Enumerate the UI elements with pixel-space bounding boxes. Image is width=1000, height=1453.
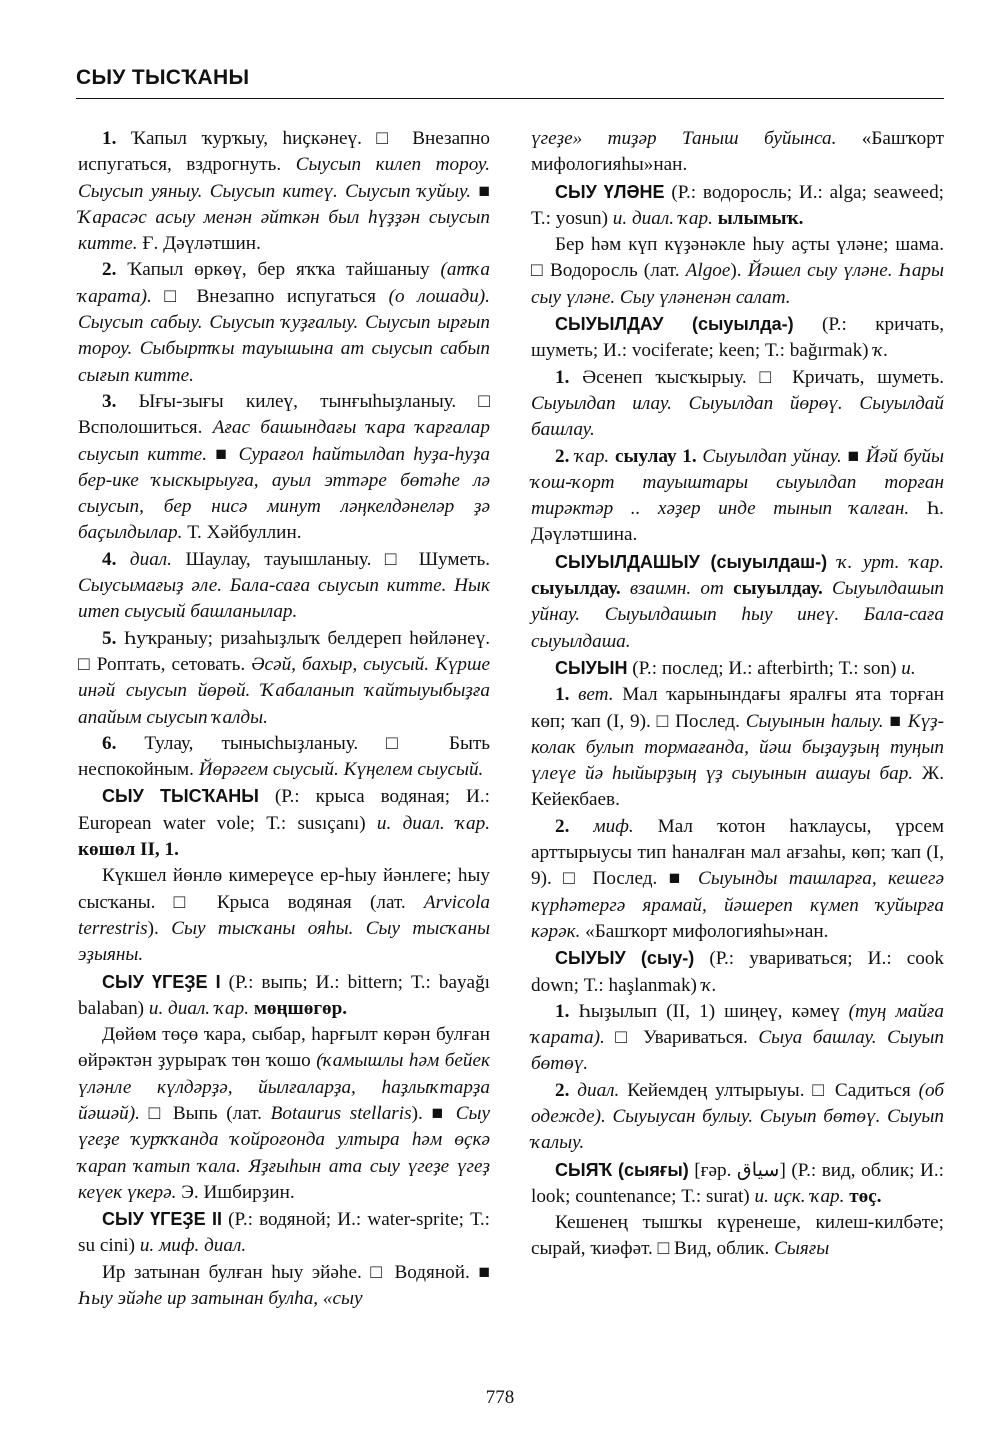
bold-text: 2. — [555, 445, 570, 467]
italic-text: ҡар. — [575, 445, 610, 467]
italic-text: Сыуынын һалыу. — [745, 710, 884, 732]
entry-paragraph — [78, 783, 490, 863]
italic-text: ҡ. урт. ҡар. — [837, 551, 944, 573]
italic-text: Йәшел сыу үләне. Һары сыу үләне. Сыу үләненән салат. — [531, 260, 945, 308]
entry-text — [823, 578, 832, 599]
entry-text: □ Внезапно испугаться — [151, 285, 389, 307]
entry-text: Һуҡраныу; ризаһыҙлыҡ белдереп һөйләнеү. □ Роптать, сетовать. — [78, 627, 490, 675]
entry-text: Күкшел йөнлө кимереүсе ер-һыу йәнлеге; һыу сысҡаны. □ Крыса водяная (лат. — [78, 865, 490, 913]
entry-text: Т. Хәйбуллин. — [182, 522, 302, 544]
entry-paragraph — [531, 814, 944, 945]
bold-text: 2. — [555, 1079, 570, 1101]
italic-text: Сыусымағыҙ әле. Бала-саға сыусып китте. Нык итеп сыусый башланылар. — [78, 575, 490, 623]
entry-text: ). — [147, 917, 172, 939]
italic-text: и. иҫк. ҡар. — [754, 1185, 845, 1207]
italic-text: Algoe — [685, 260, 731, 282]
headword: СЫЯҠ (сыяғы) — [555, 1159, 689, 1180]
entry-text: Ир затынан булған һыу эйәһе. □ Водяной. ■ — [102, 1261, 490, 1283]
italic-text: (атҡа ҡарата). — [78, 259, 490, 307]
entry-text: Һ. Дәүләтшина. — [531, 498, 944, 546]
entry-paragraph — [78, 863, 490, 968]
headword: СЫУ ҮЛӘНЕ — [555, 181, 665, 202]
italic-text: Сыуынды ташларға, кешегә күрһәтергә ярамай, йәшереп күмеп ҡуйырға кәрәк. — [531, 868, 944, 942]
page-number: 778 — [485, 1387, 515, 1408]
headword: СЫУЫЛДАУ (сыуылда-) — [555, 314, 794, 335]
entry-paragraph — [78, 1206, 490, 1260]
italic-text: Күҙ-колак булып тормағанда, йәш быҙауҙың туңып үлеүе йә һыйырҙың үҙ сыуынын ашауы бар. — [531, 710, 944, 785]
bold-text: сыуылдау. — [733, 578, 823, 600]
entry-text: ). — [730, 260, 748, 282]
italic-text: Йәй буйы ҡош-ҡорт тауыштары сыуылдап торған тирәктәр .. хәҙер инде тынып ҡалған. — [531, 445, 944, 520]
italic-text: Ағас башындағы ҡара ҡарғалар сыусып китте. — [78, 417, 490, 465]
italic-text: взаимн. от — [629, 578, 724, 600]
italic-text: диал. — [577, 1079, 620, 1101]
italic-text: Сыуылдап уйнау. — [702, 445, 842, 467]
bold-text: ылымыҡ. — [717, 207, 804, 229]
entry-text — [582, 128, 607, 149]
italic-text: Сыу үгеҙе ҡурҡҡанда ҡойроғонда ултыра һәм өҫкә ҡарап ҡатып ҡала. Яҙғыһын ата сыу үгеҙе үгеҙ кеүек үкерә. — [78, 1102, 490, 1203]
entry-text — [116, 549, 130, 570]
entry-text — [827, 552, 837, 573]
entry-text: Ж. Кейекбаев. — [531, 763, 944, 811]
italic-text: Botaurus stellaris — [270, 1102, 412, 1124]
entry-text: ■ — [471, 180, 490, 202]
italic-text: Сыуылдашып уйнау. Сыуылдашып һыу инеү. Бала-саға сыуылдаша. — [531, 578, 945, 652]
entry-text: (Р.: увариваться; И.: cook down; Т.: haşlanmak) — [531, 948, 945, 996]
italic-text: Сыуылдап илау. Сыуылдап йөрөү. Сыуылдай башлау. — [531, 392, 944, 441]
bold-text: сыулау 1. — [614, 445, 697, 467]
entry-paragraph — [531, 549, 944, 655]
entry-paragraph — [531, 945, 944, 999]
entry-paragraph — [531, 444, 944, 549]
entry-paragraph — [78, 731, 490, 784]
entry-paragraph — [78, 389, 490, 547]
bold-text: 6. — [102, 732, 117, 754]
bold-text: сыуылдау. — [531, 578, 621, 600]
headword: СЫУ ТЫСҠАНЫ — [102, 786, 259, 807]
italic-text: Йөрәгем сыусый. Күңелем сыусый. — [198, 759, 484, 781]
headword: СЫУЫЛДАШЫУ (сыуылдаш-) — [555, 551, 828, 572]
italic-text: Һыу эйәһе ир затынан булһа, «сыу — [78, 1288, 363, 1310]
italic-text: и. диал. ҡар. — [612, 207, 713, 229]
entry-text: Ғ. Дәүләтшин. — [137, 233, 261, 255]
italic-text: Сыу тысҡаны ояһы. Сыу тысҡаны эҙыяны. — [78, 917, 490, 966]
italic-text: и. диал. ҡар. — [376, 812, 490, 834]
bold-text: көшөл II, 1. — [78, 839, 179, 861]
bold-text: 1. — [555, 684, 570, 706]
entry-text: Ҡапыл ҡурҡыу, һиҫкәнеү. □ Внезапно испугаться, вздрогнуть. — [78, 128, 490, 176]
entry-text — [569, 816, 593, 837]
headword: СЫУ ҮГЕҘЕ I — [102, 971, 221, 992]
entry-text: Кешенең тышҡы күренеше, килеш-килбәте; сырай, ҡиәфәт. □ Вид, облик. — [531, 1212, 944, 1260]
italic-text: и. диал. ҡар. — [148, 997, 250, 1019]
headword: СЫУЫН — [555, 657, 628, 678]
entry-text: «Башҡорт мифологияһы»нан. — [531, 128, 945, 176]
entry-text: ■ — [207, 443, 239, 465]
bold-text: 2. — [555, 815, 570, 837]
entry-paragraph — [78, 126, 490, 257]
header-rule — [76, 98, 944, 99]
headword: СЫУ ҮГЕҘЕ II — [102, 1209, 223, 1230]
entry-text: □ Выпь (лат. — [139, 1102, 271, 1124]
italic-text: ҡ. — [873, 340, 889, 362]
italic-text: вет. — [578, 684, 614, 706]
entry-paragraph — [531, 232, 944, 311]
italic-text: (о лошади). Сыусып сабыу. Сыусып ҡуҙғалыу. Сыусып ырғып тороу. Сыбыртҡы тауышына ат сыусып сабып сығып китте. — [78, 285, 490, 386]
bold-text: 5. — [102, 627, 117, 649]
right-column — [531, 126, 944, 1263]
italic-text: (ҡамышлы һәм бейек үләнле күлдәрҙә, йылғаларҙа, һаҙлыҡтарҙа йәшәй). — [78, 1050, 491, 1124]
entry-text: Дөйөм төҫө ҡара, сыбар, һарғылт көрән булған өйрәктән ҙурыраҡ төн ҡошо — [78, 1024, 490, 1072]
italic-text: диал. — [129, 548, 172, 570]
entry-text: ). ■ — [411, 1102, 456, 1124]
bold-text: 4. — [102, 548, 117, 570]
italic-text: тиҙәр Таныш буйынса. — [607, 128, 837, 149]
entry-paragraph — [531, 365, 944, 444]
bold-text: 3. — [102, 390, 117, 412]
italic-text: (туң майға ҡарата). — [531, 1000, 944, 1049]
entry-text: Ығы-зығы килеү, тынғыһыҙланыу. □ Всполошиться. — [78, 390, 490, 439]
italic-text: и. — [901, 657, 916, 679]
italic-text: Arvicola terrestris — [78, 891, 490, 939]
bold-text: 1. — [102, 128, 117, 149]
entry-paragraph — [531, 311, 944, 365]
entry-text: ■ — [883, 710, 908, 732]
italic-text: Ҡарасәс асыу менән әйткән был һүҙҙән сыусып китте. — [78, 206, 490, 255]
entry-paragraph — [531, 126, 944, 179]
entry-text: Һыҙылып (II, 1) шиңеү, кәмеү — [569, 1000, 849, 1022]
italic-text: Сурағол һайтылдап һуҙа-һуҙа бер-ике ҡыскырыуға, ауыл эттәре бөтәһе лә сыусып, бер нисә минут ләңкелдәнеләр ҙә баҫылдылар. — [78, 443, 490, 544]
entry-text: (Р.: крыса водяная; И.: European water vole; Т.: susıçanı) — [78, 786, 490, 834]
entry-text: Кейемдең ултырыуы. □ Садиться — [619, 1079, 919, 1101]
entry-text: (Р.: кричать, шуметь; И.: vociferate; keen; Т.: bağırmak) — [531, 314, 944, 362]
entry-text: (Р.: водяной; И.: water-sprite; Т.: su cini) — [78, 1209, 490, 1257]
entry-text: ■ — [841, 445, 866, 467]
entry-text: (Р.: водоросль; И.: alga; seaweed; Т.: yosun) — [531, 181, 944, 229]
entry-paragraph — [78, 1260, 490, 1313]
entry-paragraph — [531, 179, 944, 233]
entry-paragraph — [531, 1078, 944, 1157]
entry-paragraph — [531, 655, 944, 682]
running-title: СЫУ ТЫСҠАНЫ — [76, 66, 250, 89]
entry-paragraph — [78, 257, 490, 388]
entry-text: «Башҡорт мифологияһы»нан. — [580, 920, 829, 942]
entry-text: Мал ҡотон һаҡлаусы, үрсем арттырыусы тип һаналған мал ағзаһы, көп; ҡап (I, 9). □ Послед. ■ — [531, 815, 944, 890]
bold-text: 1. — [555, 366, 570, 388]
italic-text: ҡ. — [701, 974, 717, 996]
bold-text: мөңшөгөр. — [253, 997, 348, 1019]
entry-paragraph — [78, 969, 490, 1023]
entry-paragraph — [78, 1022, 490, 1206]
entry-paragraph — [531, 682, 944, 813]
entry-text: Ҡапыл өркөү, бер яҡҡа тайшаныу — [116, 259, 441, 281]
italic-text: и. миф. диал. — [139, 1235, 247, 1257]
italic-text: миф. — [593, 815, 634, 837]
bold-text: 2. — [102, 259, 117, 281]
entry-text: Бер һәм күп күҙәнәкле һыу аҫты үләне; шама. □ Водоросль (лат. — [531, 234, 944, 282]
italic-text: (об одежде). Сыуыусан булыу. Сыуып бөтөү. Сыуып ҡалыу. — [531, 1079, 944, 1154]
entry-text: Мал ҡарынындағы яралғы ята торған көп; ҡап (I, 9). □ Послед. — [531, 684, 945, 732]
entry-text: [ғәр. سياق] (Р.: вид, облик; И.: look; countenance; Т.: surat) — [531, 1159, 944, 1207]
entry-text: □ Увариваться. — [604, 1027, 759, 1049]
entry-text — [724, 578, 733, 599]
italic-text: Әсәй, бахыр, сыусый. Күрше инәй сыусып йөрөй. Ҡабаланып ҡайтыуыбыҙға апайым сыусып ҡалды. — [78, 653, 491, 728]
entry-paragraph — [531, 999, 944, 1078]
entry-paragraph — [78, 547, 490, 626]
italic-text: Сыусып килеп тороу. Сыусып уяныу. Сыусып китеү. Сыусып ҡуйыу. — [78, 154, 491, 202]
headword: СЫУЫУ (сыу-) — [555, 948, 695, 969]
entry-text — [621, 578, 630, 599]
entry-text: (Р.: выпь; И.: bittern; Т.: bayağı balaban) — [78, 971, 490, 1019]
entry-paragraph — [78, 626, 490, 731]
italic-text: үгеҙе» — [531, 128, 583, 149]
entry-text: Шаулау, тауышланыу. □ Шуметь. — [171, 548, 490, 570]
bold-text: 1. — [555, 1000, 570, 1022]
entry-text: Э. Ишбирҙин. — [176, 1181, 295, 1203]
bold-text: төҫ. — [849, 1185, 882, 1207]
italic-text: Сыяғы — [774, 1238, 830, 1260]
italic-text: Сыуа башлау. Сыуып бөтөү. — [531, 1027, 944, 1075]
entry-text: Әсенеп ҡысҡырыу. □ Кричать, шуметь. — [569, 366, 944, 388]
entry-text — [569, 684, 578, 705]
entry-text: (Р.: послед; И.: afterbirth; Т.: son) — [627, 657, 902, 679]
entry-paragraph — [531, 1210, 944, 1263]
entry-paragraph — [531, 1157, 944, 1211]
left-column — [78, 126, 490, 1312]
entry-text: Тулау, тынысһыҙланыу. □ Быть неспокойным. — [78, 732, 490, 781]
